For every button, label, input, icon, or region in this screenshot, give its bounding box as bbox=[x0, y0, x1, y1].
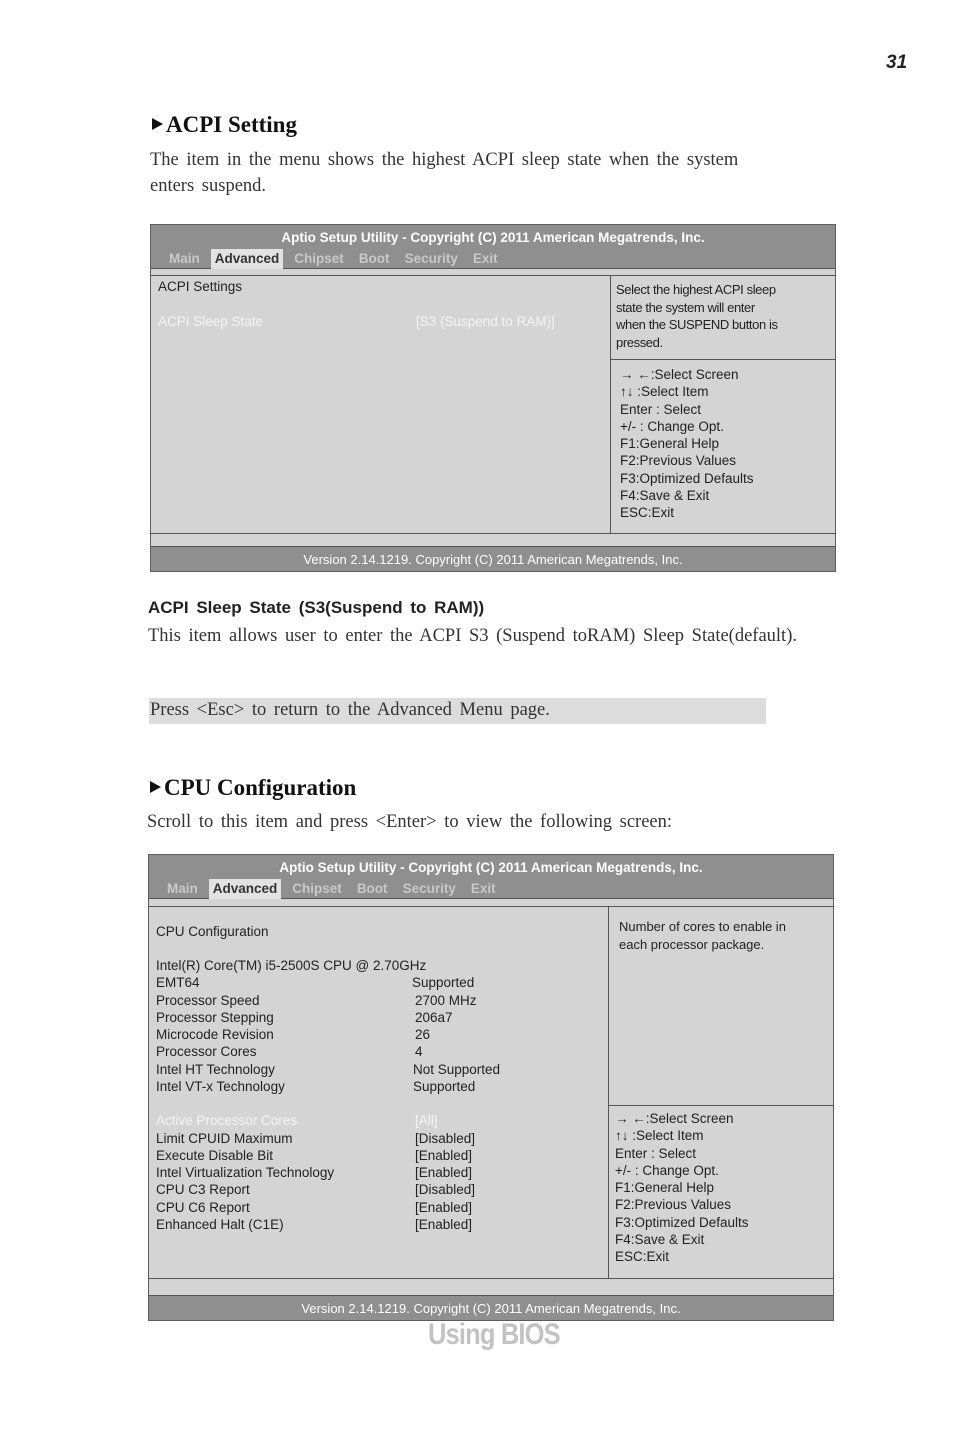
option-value[interactable]: [Enabled] bbox=[415, 1148, 473, 1163]
option-label[interactable]: CPU C3 Report bbox=[156, 1182, 250, 1197]
acpi-description: The item in the menu shows the highest ACPI sleep state when the system enters suspend. bbox=[150, 150, 739, 196]
tab-boot[interactable]: Boot bbox=[356, 881, 388, 896]
bios-title: Aptio Setup Utility - Copyright (C) 2011 American Megatrends, Inc. bbox=[281, 230, 705, 245]
acpi-sleep-state-value[interactable]: [S3 (Suspend to RAM)] bbox=[416, 314, 555, 329]
option-value[interactable]: [Enabled] bbox=[415, 1165, 473, 1180]
section-title-acpi: ACPI Setting bbox=[152, 112, 297, 138]
bios-header bbox=[151, 225, 835, 269]
option-label[interactable]: Intel Virtualization Technology bbox=[156, 1165, 335, 1180]
bios-footer: Version 2.14.1219. Copyright (C) 2011 American Megatrends, Inc. bbox=[149, 1295, 833, 1320]
info-value: 26 bbox=[415, 1027, 431, 1042]
option-value[interactable]: [Disabled] bbox=[415, 1131, 476, 1146]
cpu-name: Intel(R) Core(TM) i5-2500S CPU @ 2.70GHz bbox=[156, 958, 427, 973]
info-label: Intel VT-x Technology bbox=[156, 1079, 285, 1094]
tab-advanced[interactable]: Advanced bbox=[209, 879, 282, 899]
help-text: Number of cores to enable in each processor package. bbox=[619, 919, 786, 952]
tab-security[interactable]: Security bbox=[404, 251, 458, 266]
option-value[interactable]: [Enabled] bbox=[415, 1200, 473, 1215]
option-label[interactable]: CPU C6 Report bbox=[156, 1200, 250, 1215]
acpi-sleep-state-heading: ACPI Sleep State (S3(Suspend to RAM)) bbox=[148, 598, 485, 617]
key-legend: → ←:Select Screen ↑↓ :Select Item Enter : Select +/- : Change Opt. F1:General Help F2:Previous Values F3:Optimized Defaults F4:Save & Exit ESC:Exit bbox=[615, 1111, 749, 1265]
section-title-cpu: CPU Configuration bbox=[150, 775, 356, 801]
info-label: EMT64 bbox=[156, 975, 200, 990]
option-value[interactable]: [All] bbox=[415, 1113, 438, 1128]
help-text: Select the highest ACPI sleep state the system will enter when the SUSPEND button is pressed. bbox=[616, 282, 778, 350]
info-value: Supported bbox=[413, 1079, 476, 1094]
tab-advanced[interactable]: Advanced bbox=[211, 249, 284, 269]
info-value: 206a7 bbox=[415, 1010, 453, 1025]
bios-tabs bbox=[165, 249, 509, 269]
option-label[interactable]: Limit CPUID Maximum bbox=[156, 1131, 293, 1146]
option-label[interactable]: Active Processor Cores bbox=[156, 1113, 298, 1128]
bios-heading: CPU Configuration bbox=[156, 924, 269, 939]
info-label: Processor Stepping bbox=[156, 1010, 274, 1025]
tab-main[interactable]: Main bbox=[169, 251, 200, 266]
tab-chipset[interactable]: Chipset bbox=[292, 881, 342, 896]
tab-chipset[interactable]: Chipset bbox=[294, 251, 344, 266]
footer-brand: Using BIOS bbox=[428, 1318, 560, 1351]
option-value[interactable]: [Disabled] bbox=[415, 1182, 476, 1197]
tab-security[interactable]: Security bbox=[402, 881, 456, 896]
tab-exit[interactable]: Exit bbox=[472, 251, 498, 266]
acpi-sleep-state-label[interactable]: ACPI Sleep State bbox=[158, 314, 264, 329]
key-legend: → ←:Select Screen ↑↓ :Select Item Enter : Select +/- : Change Opt. F1:General Help F2:Previous Values F3:Optimized Defaults F4:Save & Exit ESC:Exit bbox=[620, 367, 754, 521]
tab-exit[interactable]: Exit bbox=[470, 881, 496, 896]
info-label: Processor Speed bbox=[156, 993, 260, 1008]
bios-header bbox=[149, 855, 833, 899]
triangle-bullet-icon bbox=[152, 118, 163, 130]
info-label: Intel HT Technology bbox=[156, 1062, 275, 1077]
info-label: Processor Cores bbox=[156, 1044, 257, 1059]
info-label: Microcode Revision bbox=[156, 1027, 274, 1042]
info-value: Not Supported bbox=[413, 1062, 501, 1077]
option-value[interactable]: [Enabled] bbox=[415, 1217, 473, 1232]
bios-footer: Version 2.14.1219. Copyright (C) 2011 American Megatrends, Inc. bbox=[151, 546, 835, 571]
bios-screen-cpu bbox=[148, 854, 834, 1321]
bios-title: Aptio Setup Utility - Copyright (C) 2011 American Megatrends, Inc. bbox=[279, 860, 703, 875]
cpu-description: Scroll to this item and press <Enter> to view the following screen: bbox=[147, 812, 673, 832]
bios-heading: ACPI Settings bbox=[158, 279, 243, 294]
page-number: 31 bbox=[886, 52, 908, 73]
option-label[interactable]: Execute Disable Bit bbox=[156, 1148, 274, 1163]
bios-tabs bbox=[163, 879, 507, 899]
info-value: 2700 MHz bbox=[415, 993, 477, 1008]
bios-screen-acpi bbox=[150, 224, 836, 572]
triangle-bullet-icon bbox=[150, 781, 161, 793]
tab-main[interactable]: Main bbox=[167, 881, 198, 896]
esc-note: Press <Esc> to return to the Advanced Menu page. bbox=[149, 698, 766, 724]
info-value: Supported bbox=[412, 975, 475, 990]
info-value: 4 bbox=[415, 1044, 423, 1059]
tab-boot[interactable]: Boot bbox=[358, 251, 390, 266]
option-label[interactable]: Enhanced Halt (C1E) bbox=[156, 1217, 284, 1232]
acpi-sleep-state-description: This item allows user to enter the ACPI S3 (Suspend toRAM) Sleep State(default). bbox=[148, 626, 797, 646]
